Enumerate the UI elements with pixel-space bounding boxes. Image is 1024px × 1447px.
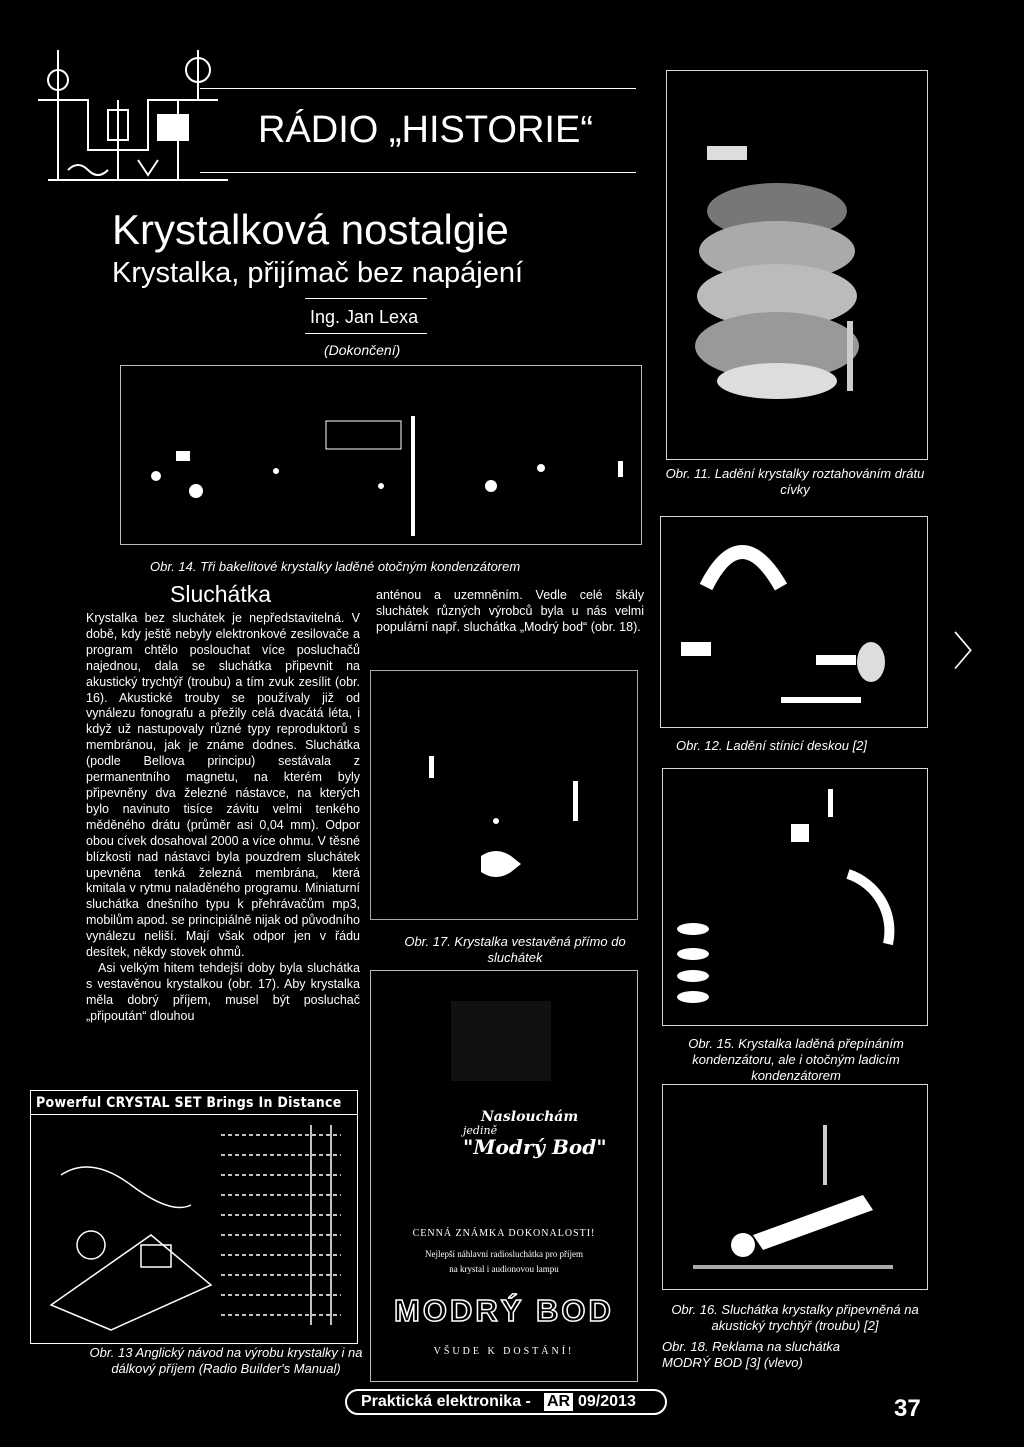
article-subtitle: Krystalka, přijímač bez napájení — [112, 257, 524, 289]
advert-script-line-3: "Modrý Bod" — [463, 1135, 607, 1159]
figure-17-photo — [370, 670, 638, 920]
footer-pill — [345, 1389, 667, 1415]
author: Ing. Jan Lexa — [310, 307, 419, 327]
figure-14-photo — [120, 365, 642, 545]
figure-14-caption: Obr. 14. Tři bakelitové krystalky laděné otočným kondenzátorem — [150, 559, 521, 574]
footer-magazine: Praktická elektronika - — [361, 1393, 531, 1410]
figure-16-caption: Obr. 16. Sluchátka krystalky připevněná na akustický trychtýř (troubu) [2] — [671, 1302, 919, 1333]
advert-brand: MODRÝ BOD — [394, 1293, 614, 1328]
figure-15-caption: Obr. 15. Krystalka laděná přepínáním kondenzátoru, ale i otočným ladicím kondenzátorem — [688, 1036, 904, 1083]
section-heading: Sluchátka — [170, 581, 272, 607]
paragraph-1: Krystalka bez sluchátek je nepředstavitelná. V době, kdy ještě nebyly elektronkové zesilovače a program chtělo poslouchat více posluchačů najednou, dala se sluchátka připevnit na akustický trychtýř (troubu) a tím zvuk zesílit (obr. 16). Akustické trouby se používaly již od vynálezu fonografu a přežily celá dvacátá léta, i když už nastupovaly různé typy reproduktorů s membránou, jak je známe dodnes. Sluchátka (podle Bellova principu) sestávala z permanentního magnetu, na kterém byly připevněny dva železné nástavce, na kterých bylo navinuto tisíce závitu velmi tenkého měděného drátu (průměr asi 0,04 mm). Odpor obou cívek dosahoval 2000 a více ohmu. V těsné blízkosti nad nástavci byla pouzdrem sluchátek upevněna tenká železná membrána, která kmitala v rytmu naladěného programu. Miniaturní sluchátka dnešního typu k přehrávačům mp3, mobilům apod. se principiálně nijak od původního vynálezu neliší. Mají však odpor jen v řádu desítek, někdy stovek ohmů. — [86, 611, 360, 960]
paragraph-3: anténou a uzemněním. Vedle celé škály sluchátek různých výrobců byla u nás velmi populární např. sluchátka „Modrý bod“ (obr. 18). — [376, 588, 644, 634]
crystal-set-banner: Powerful CRYSTAL SET Brings In Distance — [31, 1091, 357, 1115]
figure-16-photo — [662, 1084, 928, 1290]
footer-issue: 09/2013 — [578, 1393, 636, 1410]
figure-12-photo — [660, 516, 928, 728]
figure-11-caption: Obr. 11. Ladění krystalky roztahováním drátu cívky — [665, 466, 925, 497]
figure-13-diagram — [30, 1090, 358, 1344]
continuation-note: (Dokončení) — [324, 342, 401, 358]
figure-17-caption: Obr. 17. Krystalka vestavěná přímo do sluchátek — [404, 934, 626, 965]
figure-12-caption: Obr. 12. Ladění stínicí deskou [2] — [676, 738, 868, 753]
advert-script-line-2: jedině — [463, 1124, 498, 1137]
figure-11-photo — [666, 70, 928, 460]
author-rule-lower — [305, 333, 427, 334]
figure-15-photo — [662, 768, 928, 1026]
article-title: Krystalková nostalgie — [112, 206, 509, 253]
page-number: 37 — [894, 1395, 921, 1422]
advert-footer: VŠUDE K DOSTÁNÍ! — [433, 1346, 575, 1357]
advert-script-line-1: Naslouchám — [481, 1109, 579, 1125]
next-page-chevron[interactable]: 〉 — [953, 630, 993, 674]
body-column-2 — [376, 588, 644, 636]
advert-line-2: Nejlepší náhlavní radiosluchátka pro příjem — [425, 1249, 583, 1259]
header-schematic-logo — [28, 40, 256, 200]
header-rule-lower — [200, 172, 636, 173]
figure-13-caption: Obr. 13 Anglický návod na výrobu krystalky i na dálkový příjem (Radio Builder's Manual) — [89, 1345, 363, 1376]
section-title: RÁDIO „HISTORIE“ — [258, 109, 593, 151]
paragraph-2: Asi velkým hitem tehdejší doby byla sluchátka s vestavěnou krystalkou (obr. 17). Aby krystalka měla dobrý příjem, musel být posluchač „připoután“ dlouhou — [86, 960, 360, 1023]
author-rule — [305, 298, 427, 299]
header-rule — [200, 88, 636, 89]
advert-modry-bod — [370, 970, 638, 1382]
advert-line-1: CENNÁ ZNÁMKA DOKONALOSTI! — [412, 1228, 596, 1239]
advert-line-3: na krystal i audionovou lampu — [449, 1264, 559, 1274]
figure-18-caption: Obr. 18. Reklama na sluchátka MODRÝ BOD [3] (vlevo) — [662, 1339, 840, 1370]
footer-badge: AR — [544, 1393, 573, 1411]
body-column-1 — [86, 611, 360, 1025]
